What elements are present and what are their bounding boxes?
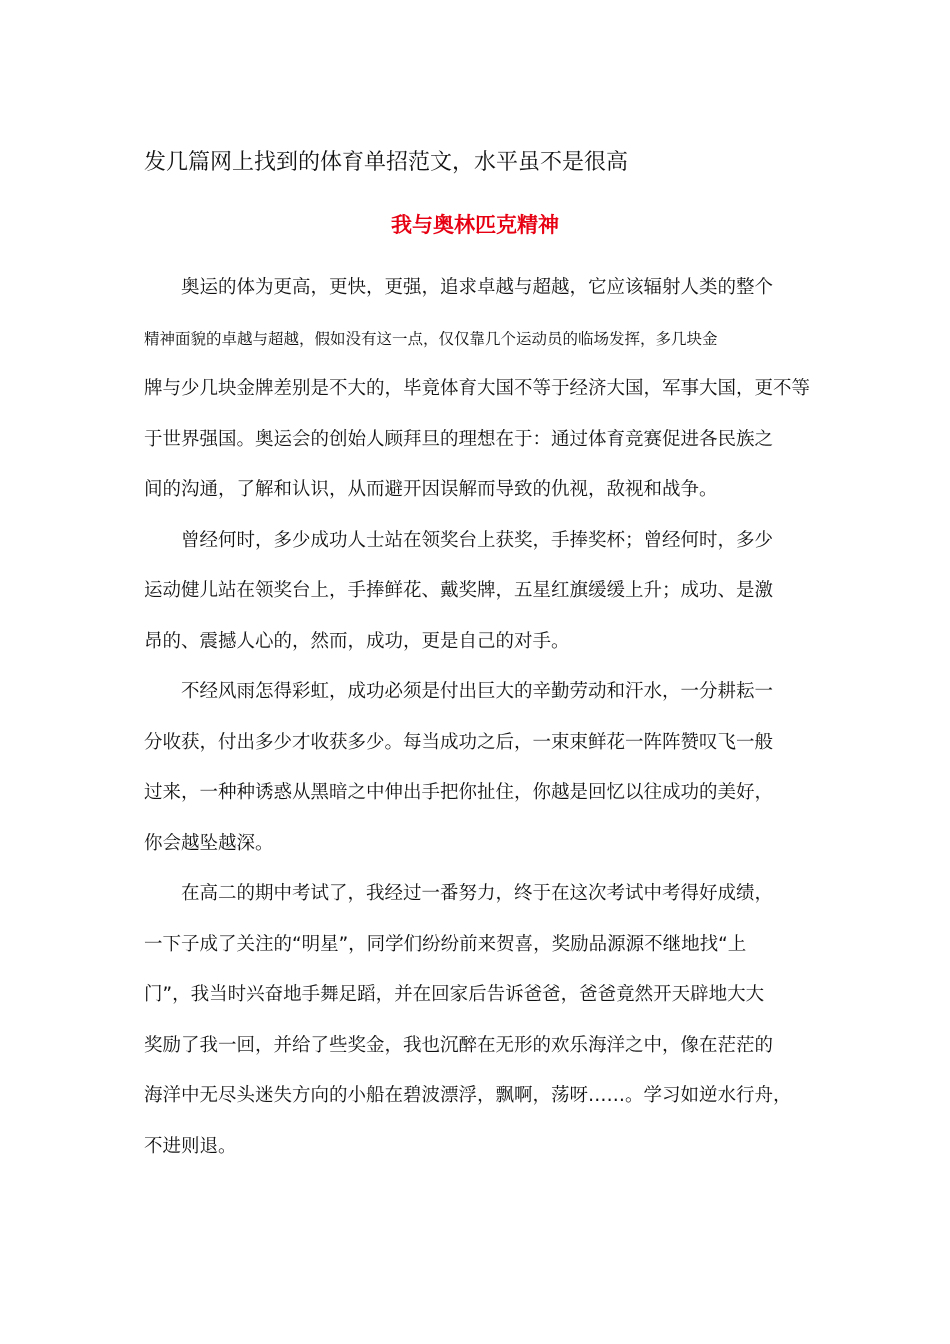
text-line: 在高二的期中考试了，我经过一番努力，终于在这次考试中考得好成绩，	[181, 883, 774, 904]
text-line: 昂的、震撼人心的，然而，成功，更是自己的对手。	[144, 630, 570, 652]
paragraph-4	[144, 873, 804, 1176]
text-line: 间的沟通，了解和认识，从而避开因误解而导致的仇视，敌视和战争。	[144, 479, 718, 500]
text-line: 牌与少几块金牌差别是不大的，毕竟体育大国不等于经济大国，军事大国，更不等	[144, 378, 811, 399]
text-line: 过来，一种种诱惑从黑暗之中伸出手把你扯住，你越是回忆以往成功的美好，	[144, 782, 774, 803]
text-line: 一下子成了关注的“明星”，同学们纷纷前来贺喜，奖励品源源不继地找“上	[144, 933, 747, 955]
text-line: 奥运的体为更高，更快，更强，追求卓越与超越，它应该辐射人类的整个	[181, 277, 774, 298]
text-line: 分收获，付出多少才收获多少。每当成功之后，一束束鲜花一阵阵赞叹飞一般	[144, 731, 774, 753]
text-line: 运动健儿站在领奖台上，手捧鲜花、戴奖牌，五星红旗缓缓上升；成功、是激	[144, 580, 774, 601]
text-line: 精神面貌的卓越与超越，假如没有这一点，仅仅靠几个运动员的临场发挥，多几块金	[144, 329, 718, 348]
text-line: 不经风雨怎得彩虹，成功必须是付出巨大的辛勤劳动和汗水，一分耕耘一	[181, 681, 774, 702]
paragraph-1	[144, 267, 811, 520]
intro-line: 发几篇网上找到的体育单招范文，水平虽不是很高	[144, 150, 629, 175]
essay-body	[144, 267, 811, 1176]
paragraph-3	[144, 671, 804, 873]
text-line: 门”，我当时兴奋地手舞足蹈，并在回家后告诉爸爸，爸爸竟然开天辟地大大	[144, 984, 765, 1005]
text-line: 你会越坠越深。	[144, 832, 274, 854]
text-line: 不进则退。	[144, 1135, 237, 1157]
text-line: 曾经何时，多少成功人士站在领奖台上获奖，手捧奖杯；曾经何时，多少	[181, 529, 774, 551]
text-line: 于世界强国。奥运会的创始人顾拜旦的理想在于：通过体育竞赛促进各民族之	[144, 428, 774, 450]
text-line: 奖励了我一回，并给了些奖金，我也沉醉在无形的欢乐海洋之中，像在茫茫的	[144, 1034, 774, 1056]
paragraph-2	[144, 520, 804, 672]
text-line: 海洋中无尽头迷失方向的小船在碧波漂浮，飘啊，荡呀……。学习如逆水行舟，	[144, 1085, 792, 1106]
essay-title: 我与奥林匹克精神	[391, 213, 559, 237]
